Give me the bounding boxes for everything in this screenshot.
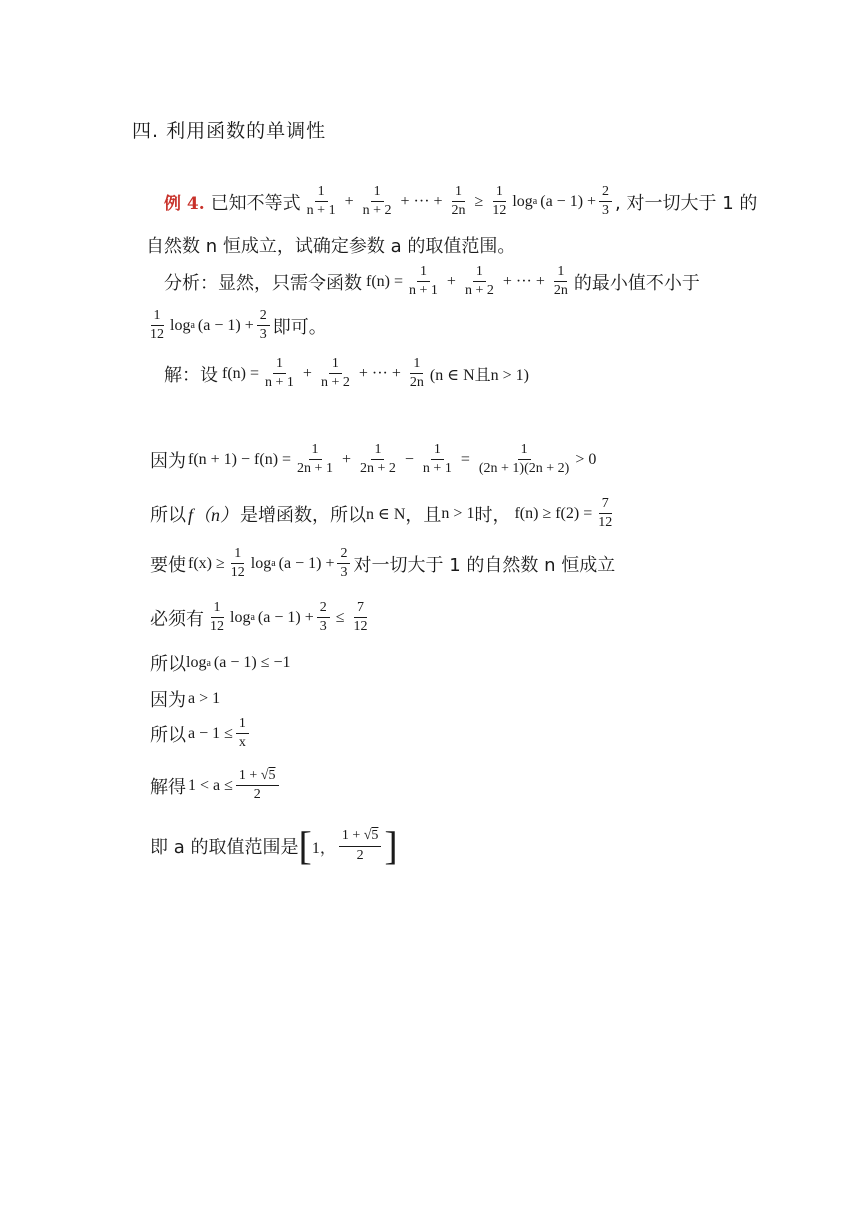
solution-line: 解：设 f(n) = $\frac{1}{n + 1}$ + $\frac{1}{n + 2}$ + ··· + $\frac{1}{2n}$ (n ∈ N且n > 1) — [164, 356, 529, 391]
step-1: 因为 f(n + 1) − f(n) = $\frac{1}{2n + 1}$ + $\frac{1}{2n + 2}$ − $\frac{1}{n + 1}$ = $\frac{1}{(2n + 1)(2n + 2)}$ > 0 — [150, 442, 597, 477]
step-2: 所以 f（n） 是增函数，所以 n ∈ N ，且 n > 1 时， f(n) ≥ f(2) = $\frac{7}{12}$ — [150, 496, 613, 531]
step-3: 要使 f(x) ≥ $\frac{1}{12}$ log a (a − 1) + $\frac{2}{3}$ 对一切大于 1 的自然数 n 恒成立 — [150, 546, 616, 581]
example-label: 例 4. — [164, 194, 205, 215]
fraction: $\frac{1}{n + 2}$ — [464, 264, 494, 299]
section-heading: 四. 利用函数的单调性 — [132, 120, 327, 142]
open-bracket: [ — [298, 823, 312, 868]
step-9: 即 a 的取值范围是 [ 1， $\frac{1 + √5}{2}$ ] — [150, 823, 398, 868]
fraction: $\frac{1}{n + 2}$ — [362, 184, 392, 219]
step-5: 所以 log a (a − 1) ≤ −1 — [150, 654, 291, 675]
example-tail: , 对一切大于 1 的 — [615, 192, 758, 214]
fraction: $\frac{1}{12}$ — [492, 184, 507, 219]
example-intro: 已知不等式 — [210, 192, 301, 214]
step-7: 所以 a − 1 ≤ $\frac{1}{x}$ — [150, 716, 252, 751]
fraction: $\frac{1}{n + 1}$ — [306, 184, 336, 219]
step-4: 必须有 $\frac{1}{12}$ log a (a − 1) + $\frac{2}{3}$ ≤ $\frac{7}{12}$ — [150, 600, 368, 635]
fraction: $\frac{1}{n + 1}$ — [409, 264, 438, 299]
fraction: $\frac{1}{2n}$ — [451, 184, 466, 219]
fraction: $\frac{1}{12}$ — [150, 308, 164, 343]
fraction: $\frac{2}{3}$ — [599, 184, 612, 219]
example-line-1: 例 4. 已知不等式 $\frac{1}{n + 1}$ + $\frac{1}{n + 2}$ + ··· + $\frac{1}{2n}$ ≥ $\frac{1}{12}$ log a (a − 1) + $\frac{2}{3}$ , 对一切大于 1 的 — [164, 184, 758, 219]
example-line-2: 自然数 n 恒成立，试确定参数 a 的取值范围。 — [146, 236, 516, 257]
analysis-line-1: 分析：显然，只需令函数 f(n) = $\frac{1}{n + 1}$ + $\frac{1}{n + 2}$ + ··· + $\frac{1}{2n}$ 的最小值不小于 — [164, 264, 700, 299]
analysis-line-2: $\frac{1}{12}$ log a (a − 1) + $\frac{2}{3}$ 即可。 — [144, 308, 327, 343]
step-8: 解得 1 < a ≤ $\frac{1 + √5}{2}$ — [150, 768, 282, 803]
fraction: $\frac{1}{n + 1}$ — [265, 356, 294, 391]
fraction: $\frac{1}{2n}$ — [553, 264, 568, 299]
fraction: $\frac{1}{2n}$ — [409, 356, 424, 391]
fraction: $\frac{2}{3}$ — [257, 308, 270, 343]
close-bracket: ] — [384, 823, 398, 868]
step-6: 因为 a > 1 — [150, 690, 221, 711]
fraction: $\frac{1}{n + 2}$ — [320, 356, 350, 391]
